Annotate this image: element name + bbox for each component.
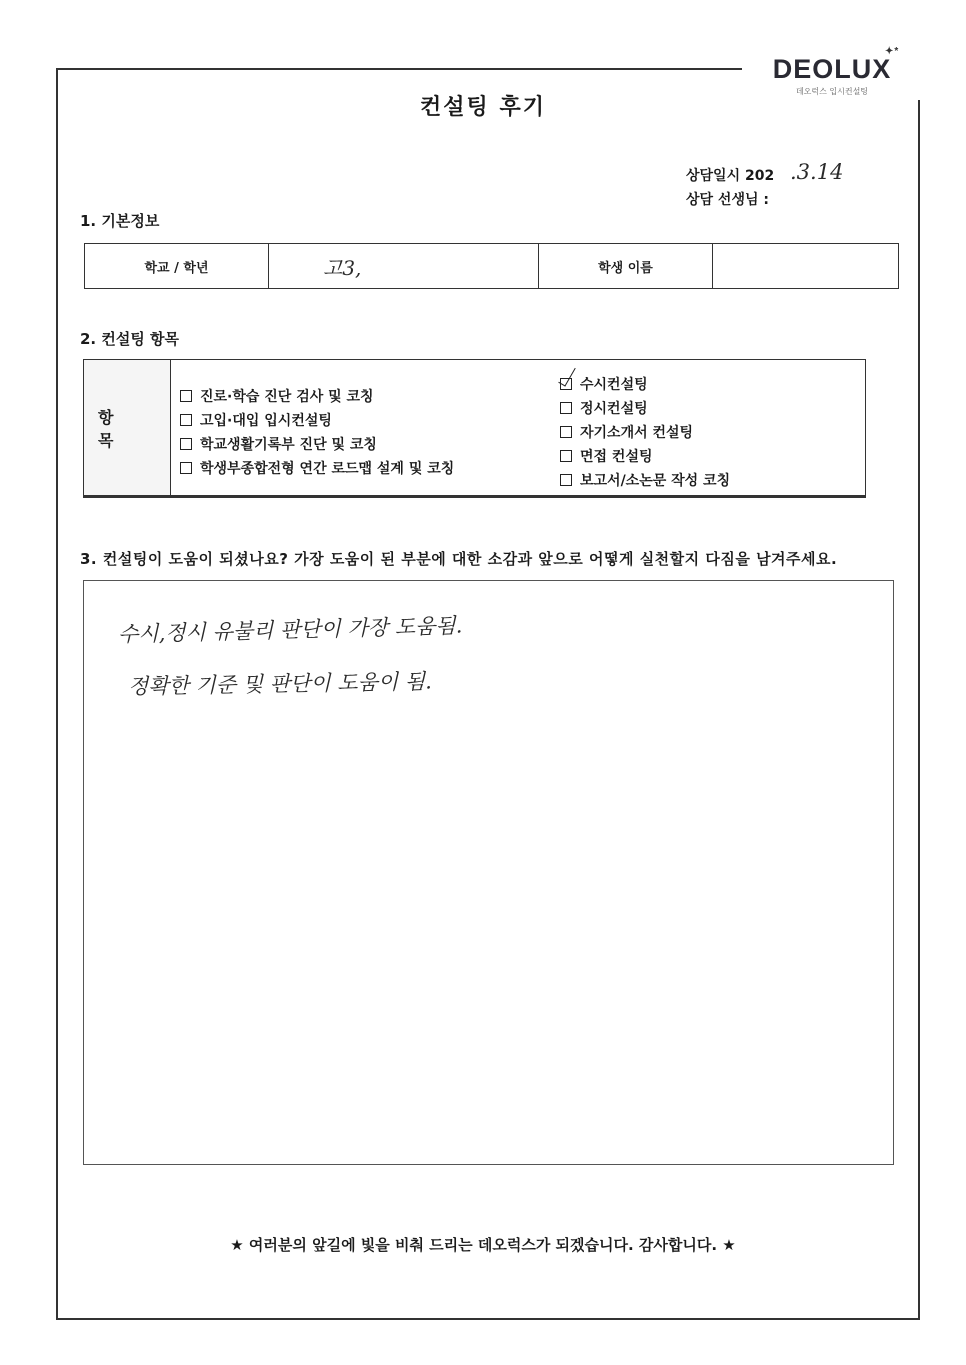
checkbox-checked	[560, 378, 572, 390]
items-right-column	[560, 373, 730, 493]
logo-brand: DEOLUX	[772, 54, 892, 84]
checkbox	[180, 462, 192, 474]
section-feedback-title: 3. 컨설팅이 도움이 되셨나요? 가장 도움이 된 부분에 대한 소감과 앞으로 어떻게 실천할지 다짐을 남겨주세요.	[80, 550, 838, 568]
school-grade-label: 학교 / 학년	[85, 244, 269, 289]
star-icon: ✦*	[884, 46, 900, 57]
feedback-line-2: 정확한 기준 및 판단이 도움이 됨.	[127, 669, 432, 699]
item-jeongsi: 정시컨설팅	[560, 397, 730, 421]
checkbox	[560, 474, 572, 486]
basic-info-table	[84, 243, 899, 289]
checkbox	[560, 450, 572, 462]
item-interview: 면접 컨설팅	[560, 445, 730, 469]
checkbox	[560, 402, 572, 414]
checkbox	[180, 438, 192, 450]
item-career-diagnosis: 진로·학습 진단 검사 및 코칭	[180, 385, 454, 409]
footer-message: ★ 여러분의 앞길에 빛을 비춰 드리는 데오럭스가 되겠습니다. 감사합니다. ★	[230, 1236, 736, 1254]
items-label: 항 목	[84, 360, 171, 495]
student-name-value	[713, 244, 899, 289]
student-name-label: 학생 이름	[539, 244, 713, 289]
checkbox	[180, 414, 192, 426]
checkbox	[180, 390, 192, 402]
item-report: 보고서/소논문 작성 코칭	[560, 469, 730, 493]
section-basic-info-title: 1. 기본정보	[80, 212, 160, 230]
item-roadmap: 학생부종합전형 연간 로드맵 설계 및 코칭	[180, 457, 454, 481]
consult-date-label: 상담일시 202	[686, 168, 775, 184]
item-self-intro: 자기소개서 컨설팅	[560, 421, 730, 445]
feedback-answer-box	[83, 580, 894, 1165]
document-title: 컨설팅 후기	[420, 95, 546, 120]
feedback-line-1: 수시,정시 유불리 판단이 가장 도움됨.	[117, 613, 463, 647]
consulting-items-box	[83, 359, 866, 498]
items-left-column	[180, 385, 454, 481]
item-record-diagnosis: 학교생활기록부 진단 및 코칭	[180, 433, 454, 457]
consult-teacher-label: 상담 선생님 :	[686, 192, 769, 208]
item-susi: 수시컨설팅	[560, 373, 730, 397]
checkbox	[560, 426, 572, 438]
consult-date-handwritten: .3.14	[790, 160, 844, 184]
school-grade-value: 고3,	[269, 244, 539, 289]
section-items-title: 2. 컨설팅 항목	[80, 330, 180, 348]
item-admission-consulting: 고입·대입 입시컨설팅	[180, 409, 454, 433]
logo-subtitle: 데오럭스 입시컨설팅	[795, 87, 869, 96]
